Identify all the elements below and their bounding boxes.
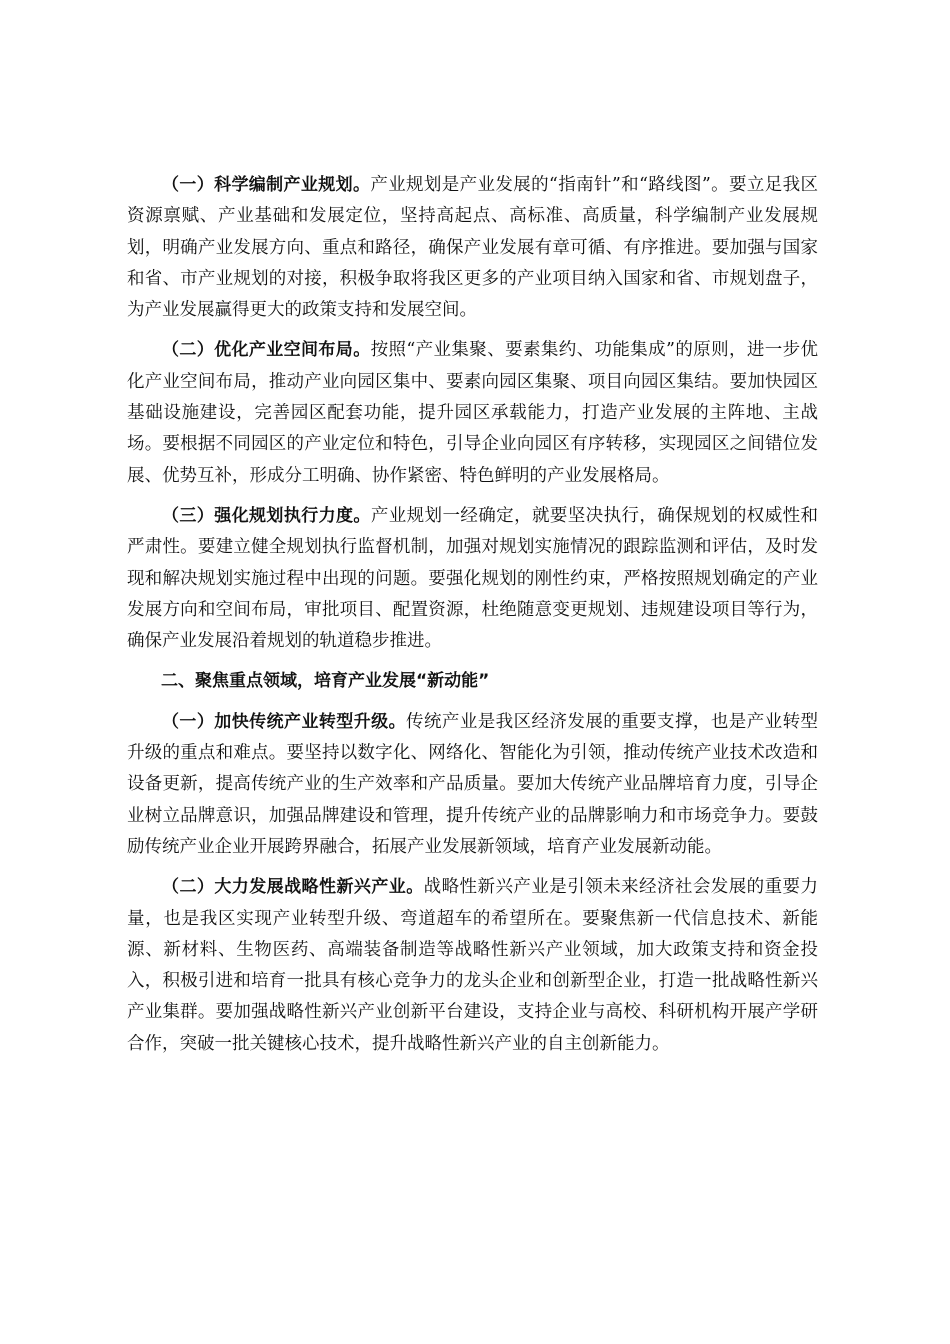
paragraph-4 [127, 707, 818, 863]
paragraph-text: 按照“产业集聚、要素集约、功能集成”的原则，进一步优化产业空间布局，推动产业向园区集中、要素向园区集聚、项目向园区集结。要加快园区基础设施建设，完善园区配套功能，提升园区承载能力，打造产业发展的主阵地、主战场。要根据不同园区的产业定位和特色，引导企业向园区有序转移，实现园区之间错位发展、优势互补，形成分工明确、协作紧密、特色鲜明的产业发展格局。 [127, 340, 818, 486]
paragraph-1 [127, 170, 818, 326]
section-heading: 二、聚焦重点领域，培育产业发展“新动能” [161, 671, 490, 692]
document-body [127, 170, 818, 1069]
paragraph-5 [127, 872, 818, 1060]
paragraph-text: 产业规划是产业发展的“指南针”和“路线图”。要立足我区资源禀赋、产业基础和发展定位，坚持高起点、高标准、高质量，科学编制产业发展规划，明确产业发展方向、重点和路径，确保产业发展有章可循、有序推进。要加强与国家和省、市产业规划的对接，积极争取将我区更多的产业项目纳入国家和省、市规划盘子，为产业发展赢得更大的政策支持和发展空间。 [127, 175, 818, 321]
paragraph-lead: （一）科学编制产业规划。 [162, 175, 371, 195]
paragraph-2 [127, 335, 818, 491]
paragraph-text: 战略性新兴产业是引领未来经济社会发展的重要力量，也是我区实现产业转型升级、弯道超车的希望所在。要聚焦新一代信息技术、新能源、新材料、生物医药、高端装备制造等战略性新兴产业领域，加大政策支持和资金投入，积极引进和培育一批具有核心竞争力的龙头企业和创新型企业，打造一批战略性新兴产业集群。要加强战略性新兴产业创新平台建设，支持企业与高校、科研机构开展产学研合作，突破一批关键核心技术，提升战略性新兴产业的自主创新能力。 [127, 877, 819, 1054]
paragraph-lead: （二）大力发展战略性新兴产业。 [162, 877, 424, 898]
paragraph-3 [127, 501, 818, 657]
paragraph-text: 产业规划一经确定，就要坚决执行，确保规划的权威性和严肃性。要建立健全规划执行监督机制，加强对规划实施情况的跟踪监测和评估，及时发现和解决规划实施过程中出现的问题。要强化规划的刚性约束，严格按照规划确定的产业发展方向和空间布局，审批项目、配置资源，杜绝随意变更规划、违规建设项目等行为，确保产业发展沿着规划的轨道稳步推进。 [127, 505, 819, 652]
paragraph-text: 传统产业是我区经济发展的重要支撑，也是产业转型升级的重点和难点。要坚持以数字化、网络化、智能化为引领，推动传统产业技术改造和设备更新，提高传统产业的生产效率和产品质量。要加大传统产业品牌培育力度，引导企业树立品牌意识，加强品牌建设和管理，提升传统产业的品牌影响力和市场竞争力。要鼓励传统产业企业开展跨界融合，拓展产业发展新领域，培育产业发展新动能。 [127, 711, 819, 857]
paragraph-lead: （一）加快传统产业转型升级。 [162, 711, 407, 732]
paragraph-lead: （二）优化产业空间布局。 [162, 340, 371, 361]
paragraph-lead: （三）强化规划执行力度。 [162, 505, 371, 526]
